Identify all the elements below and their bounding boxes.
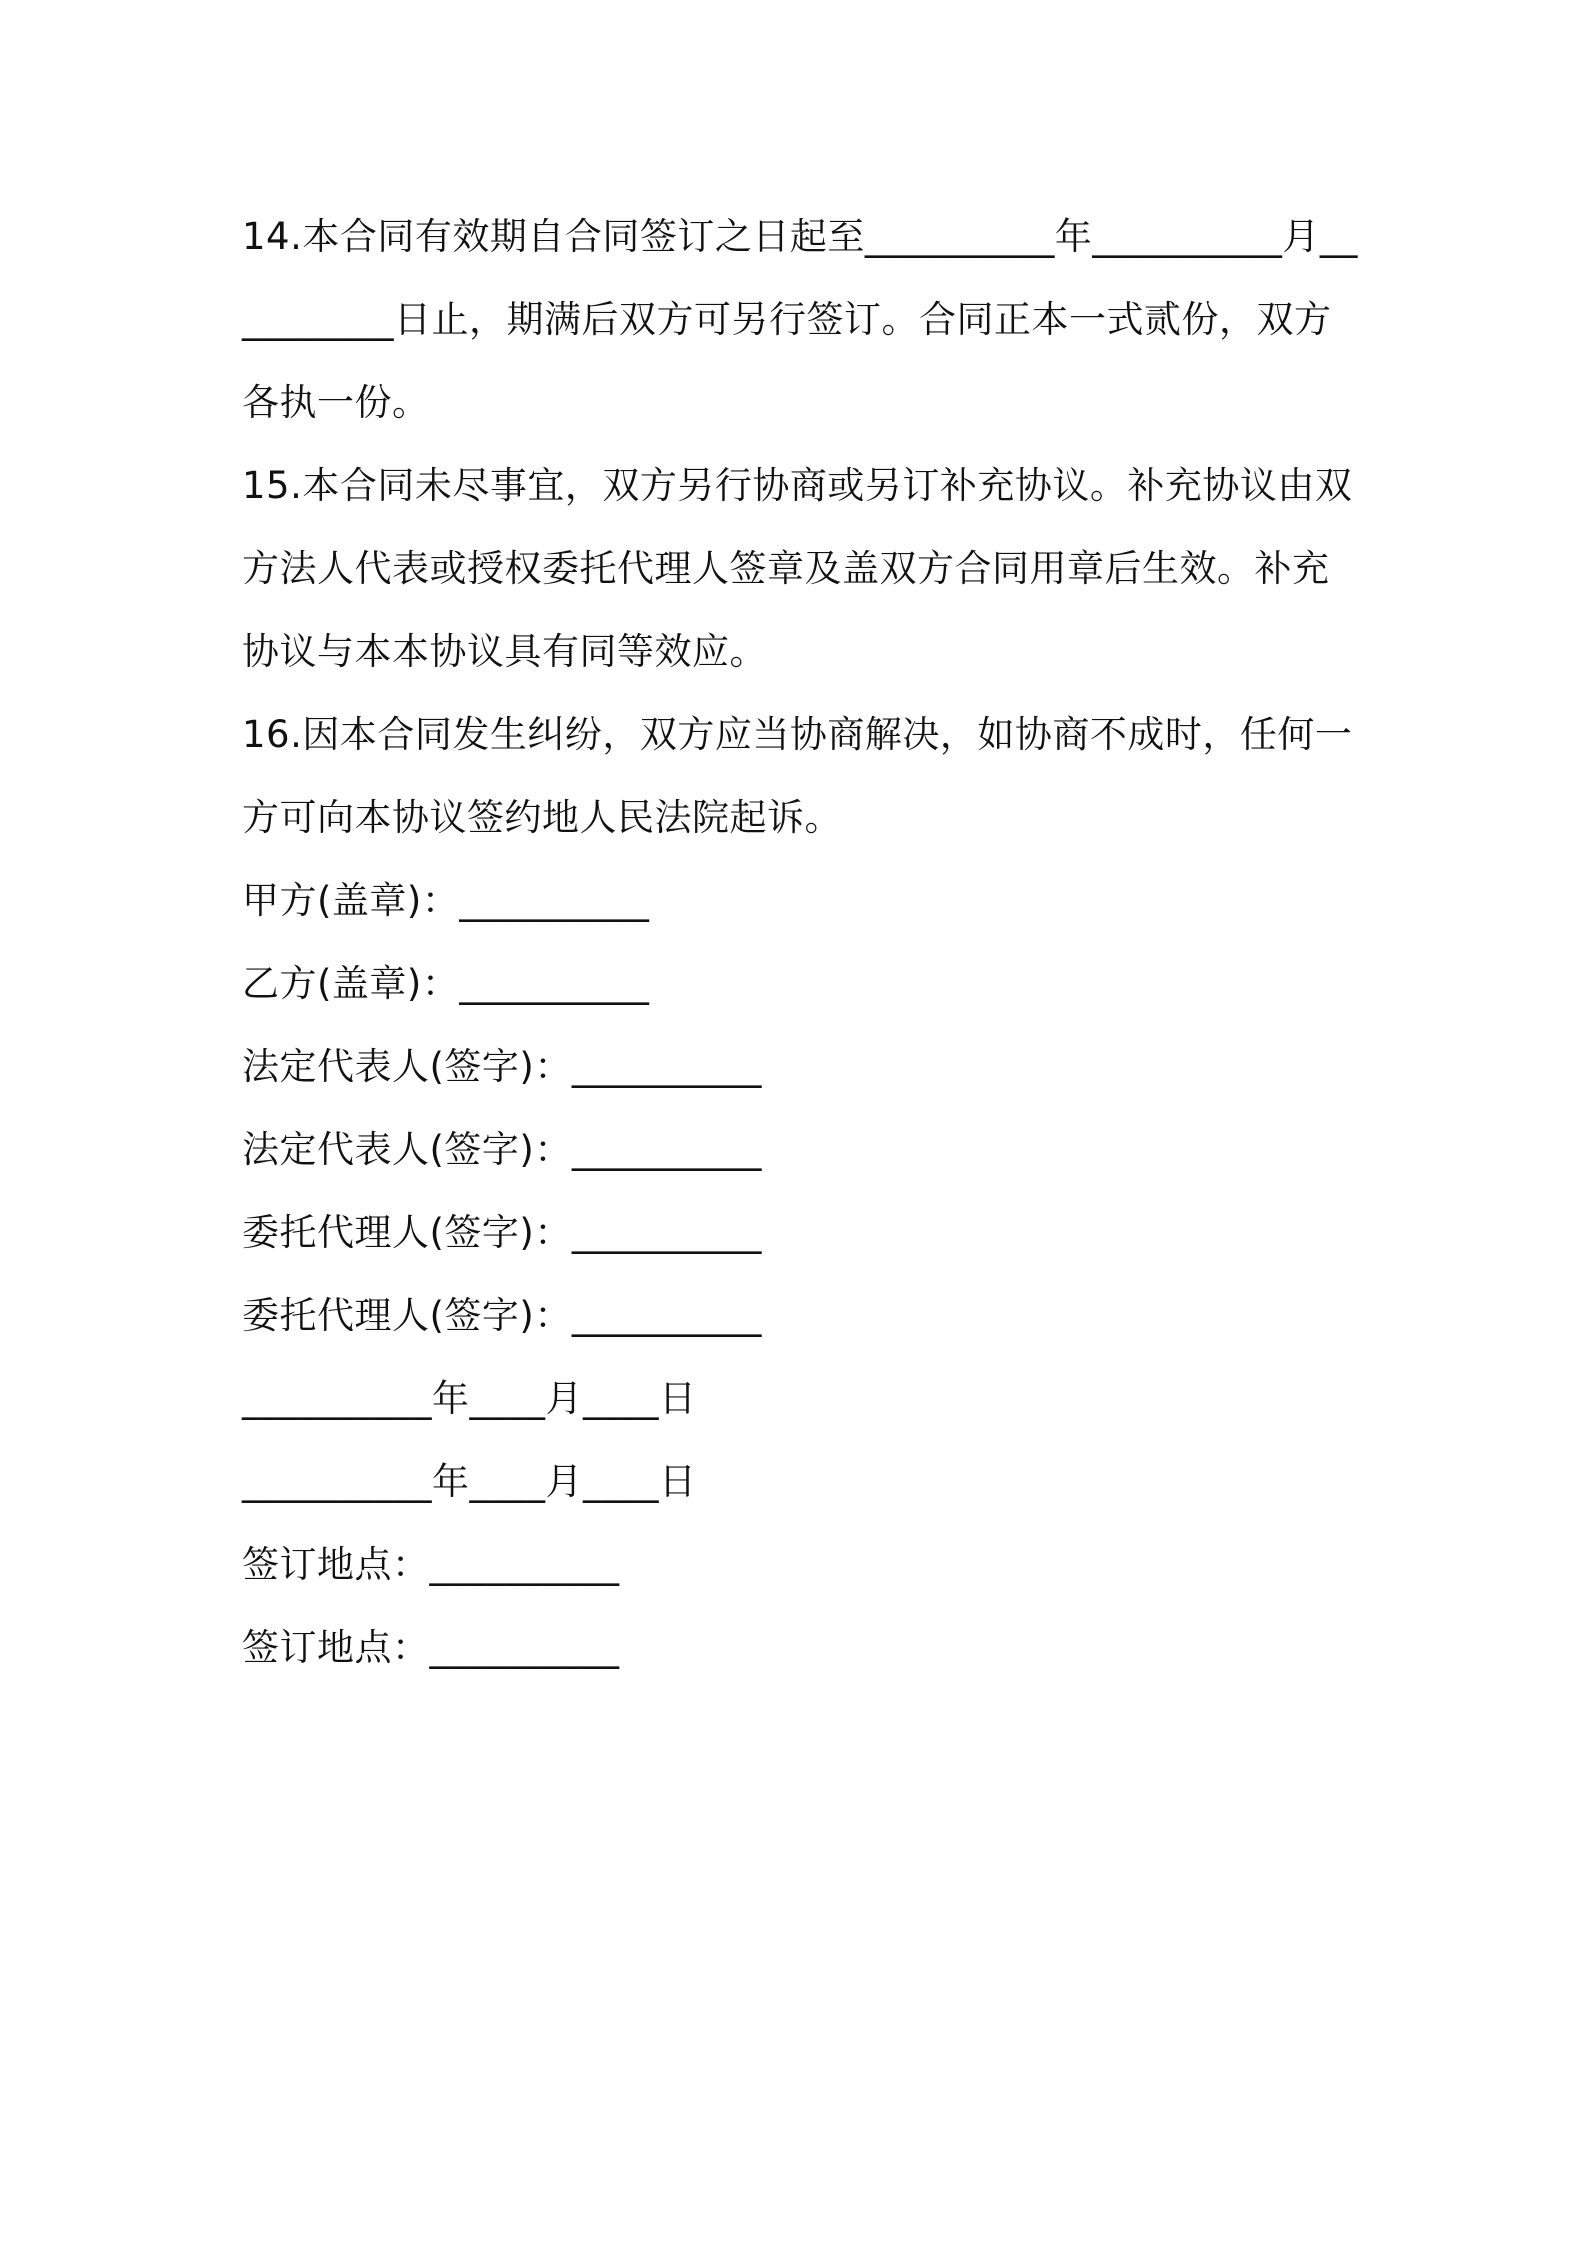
place-a-field: 签订地点：__________ bbox=[242, 1543, 620, 1586]
legal-rep-b-field: 法定代表人(签字)：__________ bbox=[242, 1128, 762, 1171]
place-b-field: 签订地点：__________ bbox=[242, 1626, 620, 1669]
clause-14: 14.本合同有效期自合同签订之日起至__________年__________月__________日止，期满后双方可另行签订。合同正本一式贰份，双方各执一份。 bbox=[242, 215, 1358, 424]
date-b-field: __________年____月____日 bbox=[242, 1460, 697, 1503]
agent-a-field: 委托代理人(签字)：__________ bbox=[242, 1211, 762, 1254]
party-b-seal-field: 乙方(盖章)：__________ bbox=[242, 962, 650, 1005]
contract-page bbox=[242, 195, 1362, 1689]
date-a-field: __________年____月____日 bbox=[242, 1377, 697, 1420]
clause-15: 15.本合同未尽事宜，双方另行协商或另订补充协议。补充协议由双方法人代表或授权委托代理人签章及盖双方合同用章后生效。补充协议与本本协议具有同等效应。 bbox=[242, 464, 1353, 673]
agent-b-field: 委托代理人(签字)：__________ bbox=[242, 1294, 762, 1337]
clause-16: 16.因本合同发生纠纷，双方应当协商解决，如协商不成时，任何一方可向本协议签约地人民法院起诉。 bbox=[242, 713, 1353, 839]
party-a-seal-field: 甲方(盖章)：__________ bbox=[242, 879, 650, 922]
legal-rep-a-field: 法定代表人(签字)：__________ bbox=[242, 1045, 762, 1088]
